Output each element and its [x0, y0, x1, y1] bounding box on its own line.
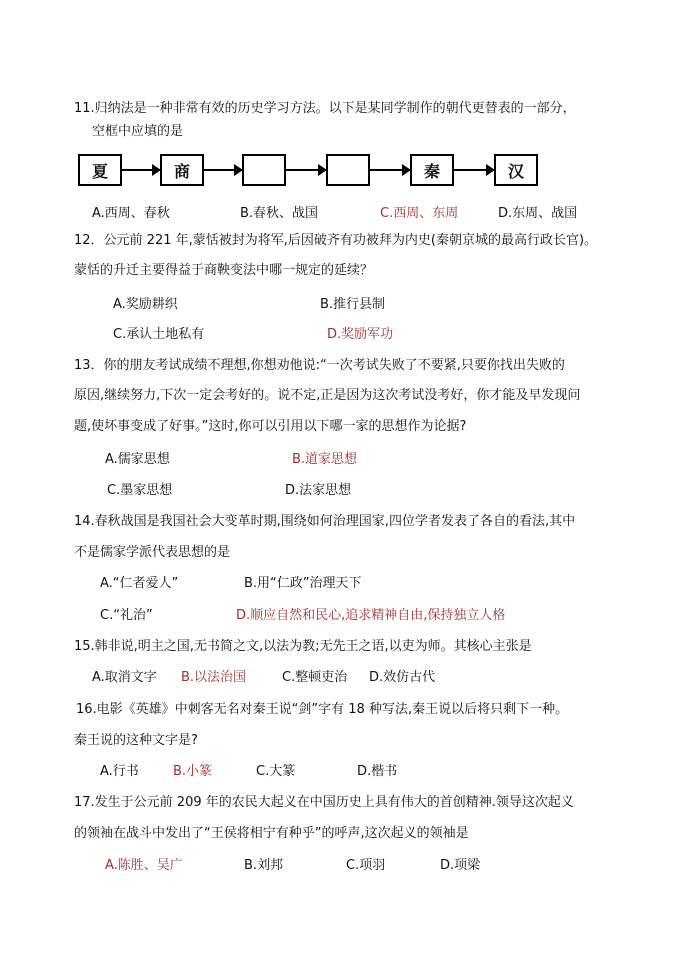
- arrow-5: [454, 169, 494, 171]
- arrow-1: [122, 169, 160, 171]
- q15-stem-line1: 15.韩非说,明主之国,无书简之文,以法为教;无先王之语,以吏为师。其核心主张是: [74, 639, 532, 654]
- dynasty-box-1: 夏: [78, 154, 122, 186]
- q13-stem-line1: 13．你的朋友考试成绩不理想,你想劝他说:“一次考试失败了不要紧,只要你找出失败的: [74, 358, 565, 373]
- dynasty-box-5: 秦: [410, 154, 454, 186]
- q14-option-a: A.“仁者爱人”: [100, 576, 179, 591]
- q12-stem-line1: 12．公元前 221 年,蒙恬被封为将军,后因破齐有功被拜为内史(秦朝京城的最高行政长官)。: [74, 233, 598, 248]
- arrow-4: [370, 169, 410, 171]
- q13-stem-line2: 原因,继续努力,下次一定会考好的。说不定,正是因为这次考试没考好，你才能及早发现问: [74, 388, 581, 403]
- q14-stem-line1: 14.春秋战国是我国社会大变革时期,围绕如何治理国家,四位学者发表了各自的看法,其中: [74, 514, 576, 529]
- dynasty-chain: [78, 154, 538, 192]
- q12-stem-line2: 蒙恬的升迁主要得益于商鞅变法中哪一规定的延续？: [74, 263, 374, 278]
- q15-option-b: B.以法治国: [181, 670, 247, 685]
- q11-stem-line1: 11.归纳法是一种非常有效的历史学习方法。以下是某同学制作的朝代更替表的一部分，: [74, 101, 576, 116]
- q16-stem-line1: 16.电影《英雄》中刺客无名对秦王说“剑”字有 18 种写法,秦王说以后将只剩下一种。: [76, 702, 569, 717]
- q12-option-b: B.推行县制: [320, 297, 386, 312]
- arrow-2: [204, 169, 242, 171]
- dynasty-box-6: 汉: [494, 154, 538, 186]
- q15-option-c: C.整顿吏治: [282, 670, 348, 685]
- q14-option-c: C.“礼治”: [100, 608, 153, 623]
- q17-stem-line1: 17.发生于公元前 209 年的农民大起义在中国历史上具有伟大的首创精神.领导这次起义: [74, 795, 574, 810]
- q12-option-c: C.承认土地私有: [113, 327, 205, 342]
- q16-stem-line2: 秦王说的这种文字是?: [74, 733, 198, 748]
- q16-option-b: B.小篆: [173, 764, 213, 779]
- q17-option-c: C.项羽: [346, 858, 386, 873]
- q17-stem-line2: 的领袖在战斗中发出了“王侯将相宁有种乎”的呼声,这次起义的领袖是: [74, 826, 469, 841]
- q13-option-d: D.法家思想: [285, 483, 352, 498]
- q15-option-d: D.效仿古代: [369, 670, 436, 685]
- q17-option-d: D.项梁: [440, 858, 481, 873]
- q14-stem-line2: 不是儒家学派代表思想的是: [74, 545, 231, 560]
- q12-option-d: D.奖励军功: [327, 327, 394, 342]
- q11-stem-line2: 空框中应填的是: [92, 124, 184, 139]
- q13-option-c: C.墨家思想: [107, 483, 173, 498]
- dynasty-box-blank-2: [326, 154, 370, 186]
- q17-option-b: B.刘邦: [244, 858, 284, 873]
- q16-option-c: C.大篆: [256, 764, 296, 779]
- q13-option-b: B.道家思想: [292, 452, 358, 467]
- q14-option-d: D.顺应自然和民心,追求精神自由,保持独立人格: [236, 608, 506, 623]
- q14-option-b: B.用“仁政”治理天下: [244, 576, 362, 591]
- arrow-3: [286, 169, 326, 171]
- q13-stem-line3: 题,使坏事变成了好事。”这时,你可以引用以下哪一家的思想作为论据?: [74, 419, 467, 434]
- q16-option-a: A.行书: [100, 764, 139, 779]
- q17-option-a: A.陈胜、吴广: [105, 858, 183, 873]
- q11-option-c: C.西周、东周: [380, 206, 459, 221]
- q16-option-d: D.楷书: [357, 764, 398, 779]
- q15-option-a: A.取消文字: [92, 670, 157, 685]
- q11-option-d: D.东周、战国: [498, 206, 578, 221]
- dynasty-box-2: 商: [160, 154, 204, 186]
- q11-option-a: A.西周、春秋: [92, 206, 170, 221]
- q13-option-a: A.儒家思想: [105, 452, 170, 467]
- dynasty-box-blank-1: [242, 154, 286, 186]
- q12-option-a: A.奖励耕织: [113, 297, 178, 312]
- q11-option-b: B.春秋、战国: [240, 206, 319, 221]
